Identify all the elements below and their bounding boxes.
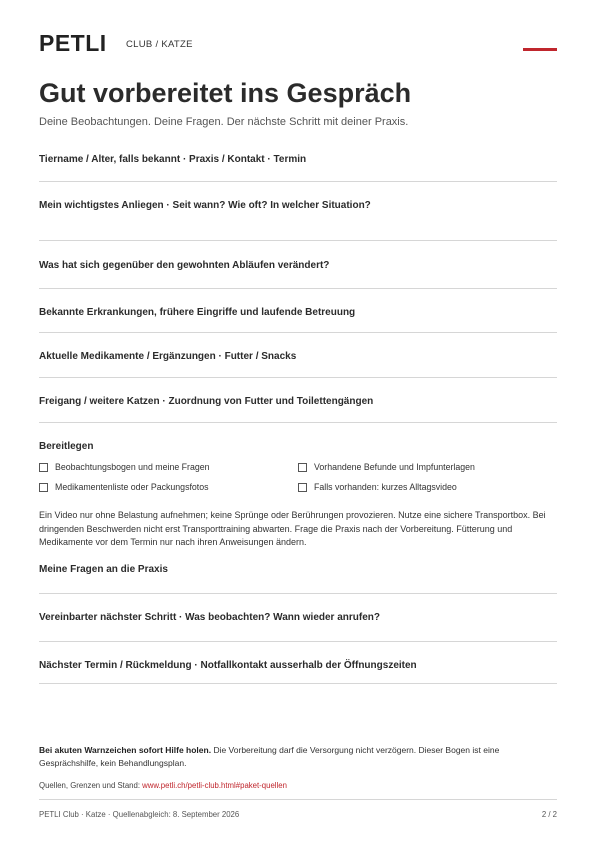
field-next-step[interactable] bbox=[39, 612, 557, 642]
warning-body: Die Vorbereitung darf die Versorgung nicht verzögern. Dieser Bogen ist eine Gesprächshilfe, kein Behandlungsplan. bbox=[39, 745, 500, 768]
footer-divider bbox=[39, 799, 557, 800]
checkbox-label: Falls vorhanden: kurzes Alltagsvideo bbox=[314, 482, 457, 492]
field-label: Bekannte Erkrankungen, frühere Eingriffe und laufende Betreuung bbox=[39, 307, 356, 318]
sources-label: Quellen, Grenzen und Stand: bbox=[39, 781, 143, 790]
checkbox-icon[interactable] bbox=[298, 483, 307, 492]
field-medication[interactable] bbox=[39, 351, 557, 378]
field-label: Aktuelle Medikamente / Ergänzungen · Futter / Snacks bbox=[39, 351, 297, 362]
field-label: Meine Fragen an die Praxis bbox=[39, 564, 168, 575]
field-environment[interactable] bbox=[39, 396, 557, 423]
field-label: Was hat sich gegenüber den gewohnten Abläufen verändert? bbox=[39, 260, 330, 271]
brand-logo: PETLI bbox=[39, 30, 107, 56]
field-history[interactable] bbox=[39, 307, 557, 333]
footer-text: PETLI Club · Katze · Quellenabgleich: 8. September 2026 bbox=[39, 810, 240, 819]
field-questions[interactable] bbox=[39, 564, 557, 594]
field-main-concern[interactable] bbox=[39, 200, 557, 241]
field-next-appointment[interactable] bbox=[39, 660, 557, 684]
checkbox-video[interactable] bbox=[298, 482, 457, 492]
field-label: Vereinbarter nächster Schritt · Was beobachten? Wann wieder anrufen? bbox=[39, 612, 380, 623]
checkbox-label: Beobachtungsbogen und meine Fragen bbox=[55, 462, 210, 472]
field-label: Tiername / Alter, falls bekannt · Praxis / Kontakt · Termin bbox=[39, 154, 307, 165]
checkbox-icon[interactable] bbox=[298, 463, 307, 472]
checklist-title: Bereitlegen bbox=[39, 441, 94, 452]
checkbox-icon[interactable] bbox=[39, 463, 48, 472]
checkbox-medication-list[interactable] bbox=[39, 482, 209, 492]
field-pet-info[interactable] bbox=[39, 154, 557, 182]
checkbox-icon[interactable] bbox=[39, 483, 48, 492]
page-subtitle: Deine Beobachtungen. Deine Fragen. Der nächste Schritt mit deiner Praxis. bbox=[39, 116, 409, 128]
breadcrumb: CLUB / KATZE bbox=[126, 39, 193, 50]
checkbox-observation-sheet[interactable] bbox=[39, 462, 210, 472]
page-title: Gut vorbereitet ins Gespräch bbox=[39, 78, 412, 108]
accent-bar bbox=[523, 48, 557, 51]
warning-bold: Bei akuten Warnzeichen sofort Hilfe holen. bbox=[39, 745, 212, 755]
checkbox-findings[interactable] bbox=[298, 462, 475, 472]
field-label: Mein wichtigstes Anliegen · Seit wann? Wie oft? In welcher Situation? bbox=[39, 200, 371, 211]
sources-link[interactable]: www.petli.ch/petli-club.html#paket-quellen bbox=[142, 781, 287, 790]
page-header bbox=[39, 30, 557, 60]
field-label: Nächster Termin / Rückmeldung · Notfallkontakt ausserhalb der Öffnungszeiten bbox=[39, 660, 417, 671]
page-number: 2 / 2 bbox=[541, 810, 557, 819]
sources-line bbox=[39, 781, 287, 790]
checkbox-label: Vorhandene Befunde und Impfunterlagen bbox=[314, 462, 475, 472]
guidance-note: Ein Video nur ohne Belastung aufnehmen; keine Sprünge oder Berührungen provozieren. Nutze eine sichere Transportbox. Bei dringenden Beschwerden nicht erst Transporttraining abwarten. Frage die Praxis nach der Vorbereitung. Fütterung und Medikamente vor dem Termin nur nach ihren Anweisungen ändern. bbox=[39, 510, 546, 547]
checkbox-label: Medikamentenliste oder Packungsfotos bbox=[55, 482, 209, 492]
warning-text bbox=[39, 744, 559, 769]
field-label: Freigang / weitere Katzen · Zuordnung von Futter und Toilettengängen bbox=[39, 396, 374, 407]
field-changes[interactable] bbox=[39, 260, 557, 289]
